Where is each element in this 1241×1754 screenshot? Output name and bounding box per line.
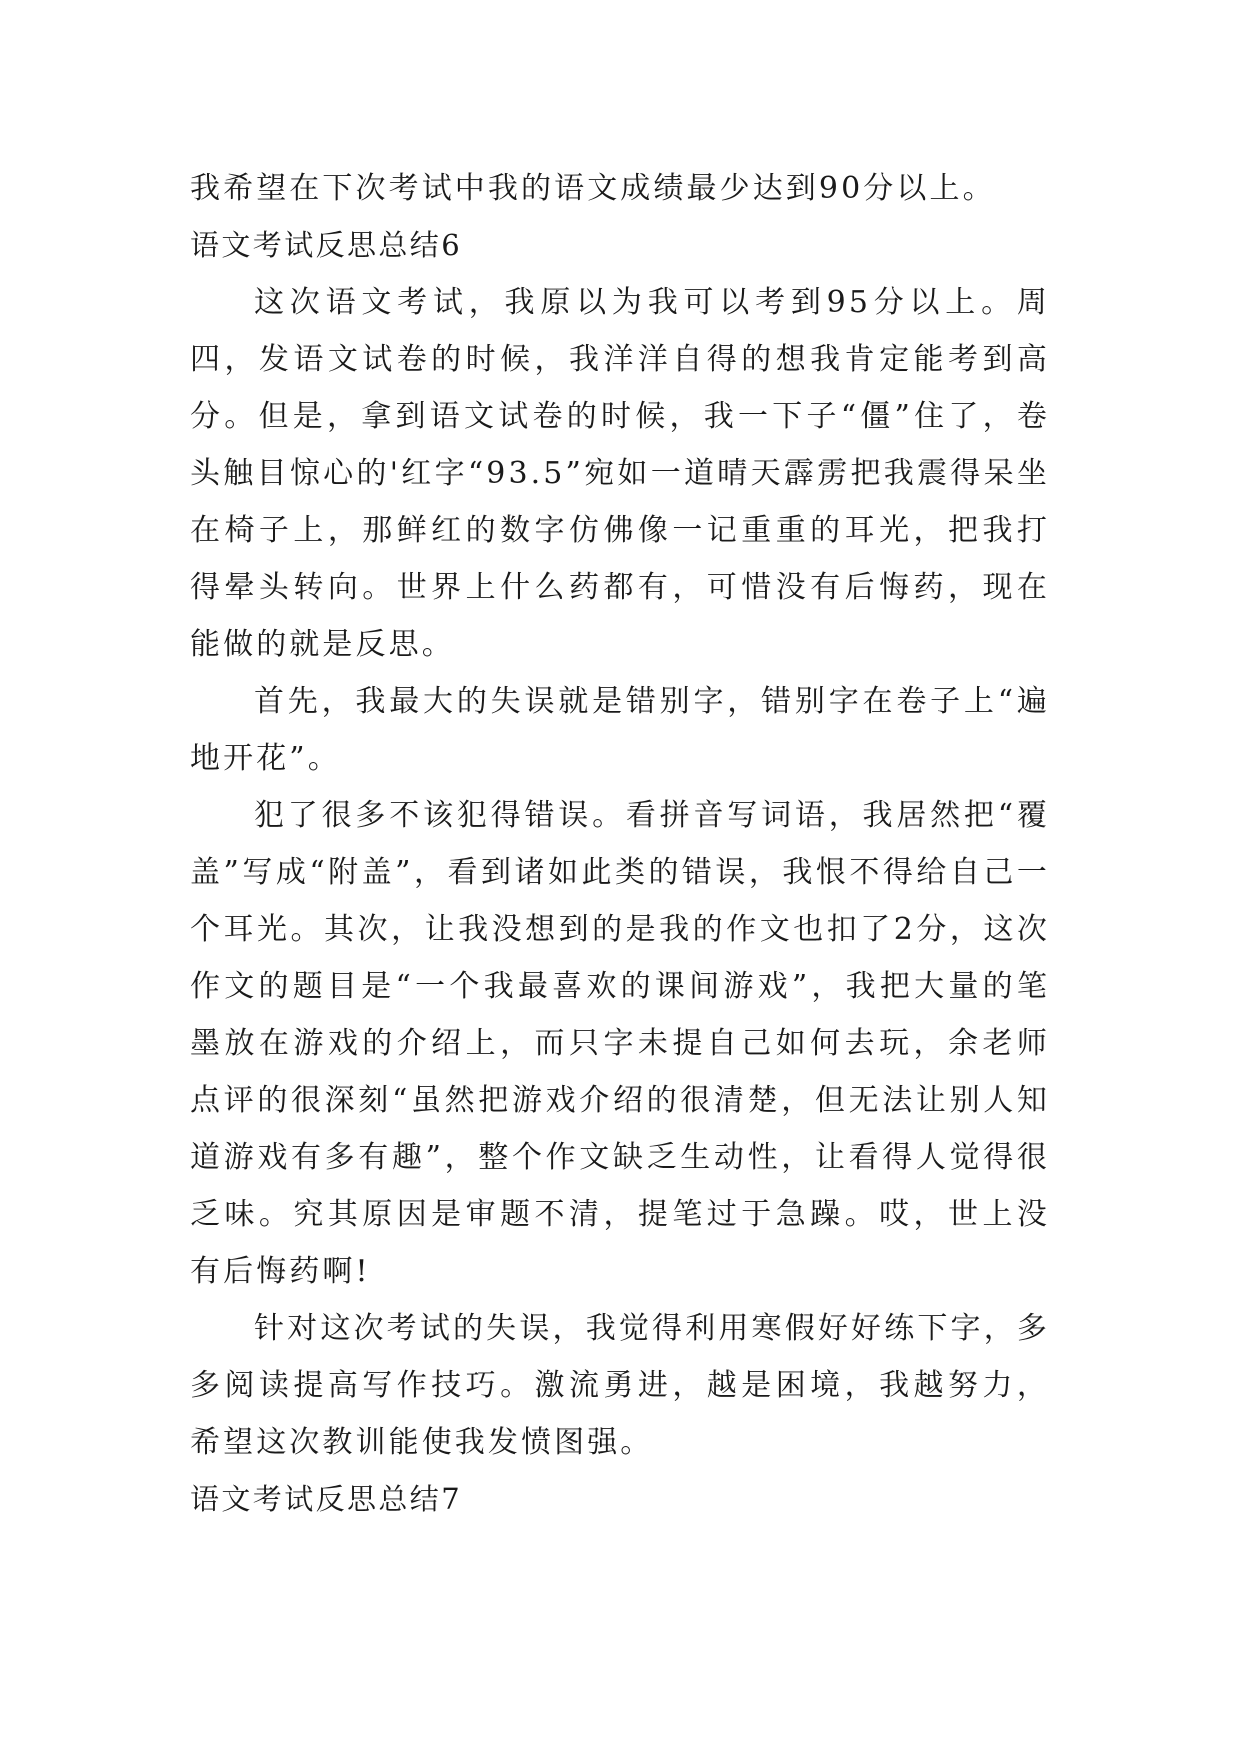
section-6-paragraph-1: 这次语文考试，我原以为我可以考到95分以上。周四，发语文试卷的时候，我洋洋自得的想我肯定能考到高分。但是，拿到语文试卷的时候，我一下子“僵”住了，卷头触目惊心的'红字“93.5”宛如一道晴天霹雳把我震得呆坐在椅子上，那鲜红的数字仿佛像一记重重的耳光，把我打得晕头转向。世界上什么药都有，可惜没有后悔药，现在能做的就是反思。: [190, 285, 1050, 662]
section-6-paragraph-3: 犯了很多不该犯得错误。看拼音写词语，我居然把“覆盖”写成“附盖”，看到诸如此类的错误，我恨不得给自己一个耳光。其次，让我没想到的是我的作文也扣了2分，这次作文的题目是“一个我最喜欢的课间游戏”，我把大量的笔墨放在游戏的介绍上，而只字未提自己如何去玩，余老师点评的很深刻“虽然把游戏介绍的很清楚，但无法让别人知道游戏有多有趣”，整个作文缺乏生动性，让看得人觉得很乏味。究其原因是审题不清，提笔过于急躁。哎，世上没有后悔药啊!: [190, 798, 1050, 1289]
section-6-title: 语文考试反思总结6: [190, 228, 463, 262]
lead-line: 我希望在下次考试中我的语文成绩最少达到90分以上。: [190, 171, 996, 206]
section-7-title: 语文考试反思总结7: [190, 1482, 463, 1516]
document-body: [190, 160, 1050, 1528]
section-6-paragraph-2: 首先，我最大的失误就是错别字，错别字在卷子上“遍地开花”。: [190, 684, 1050, 776]
section-6-paragraph-4: 针对这次考试的失误，我觉得利用寒假好好练下字，多多阅读提高写作技巧。激流勇进，越是困境，我越努力，希望这次教训能使我发愤图强。: [190, 1311, 1050, 1460]
